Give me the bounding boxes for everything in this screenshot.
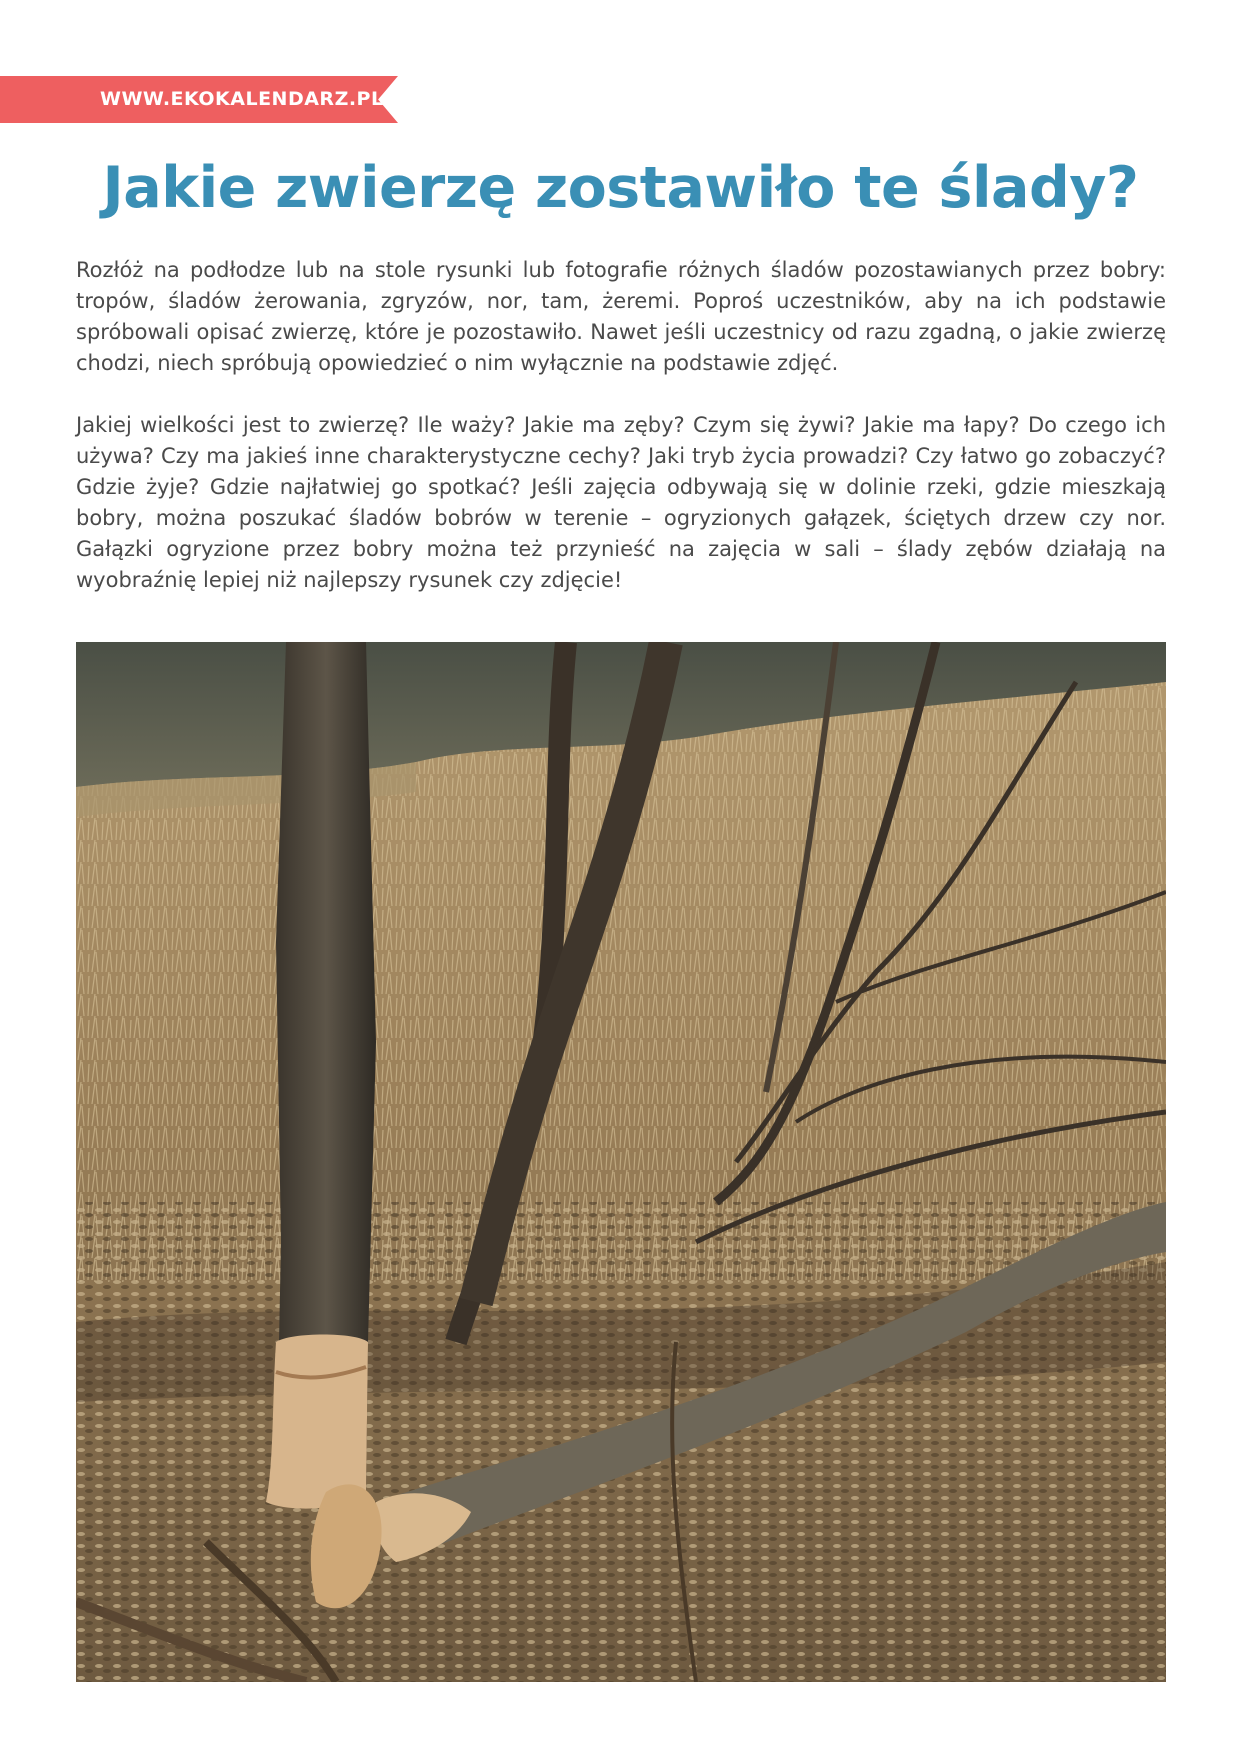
photo-illustration bbox=[76, 642, 1166, 1682]
questions-paragraph: Jakiej wielkości jest to zwierzę? Ile waży? Jakie ma zęby? Czym się żywi? Jakie ma łapy? Do czego ich używa? Czy ma jakieś inne charakterystyczne cechy? Jaki tryb życia prowadzi? Czy łatwo go zobaczyć? Gdzie żyje? Gdzie najłatwiej go spotkać? Jeśli zajęcia odbywają się w dolinie rzeki, gdzie mieszkają bobry, można poszukać śladów bobrów w terenie – ogryzionych gałązek, ściętych drzew czy nor. Gałązki ogryzione przez bobry można też przynieść na zajęcia w sali – ślady zębów działają na wyobraźnię lepiej niż najlepszy rysunek czy zdjęcie! bbox=[76, 413, 1166, 592]
intro-paragraph: Rozłóż na podłodze lub na stole rysunki lub fotografie różnych śladów pozostawianych przez bobry: tropów, śladów żerowania, zgryzów, nor, tam, żeremi. Poproś uczestników, aby na ich podstawie spróbowali opisać zwierzę, które je pozostawiło. Nawet jeśli uczestnicy od razu zgadną, o jakie zwierzę chodzi, niech spróbują opowiedzieć o nim wyłącznie na podstawie zdjęć. bbox=[76, 258, 1166, 375]
page-title: Jakie zwierzę zostawiło te ślady? bbox=[102, 155, 1139, 221]
website-url[interactable]: WWW.EKOKALENDARZ.PL bbox=[100, 88, 384, 110]
gnawed-wood bbox=[266, 1335, 368, 1509]
beaver-trees-photo bbox=[76, 642, 1166, 1682]
